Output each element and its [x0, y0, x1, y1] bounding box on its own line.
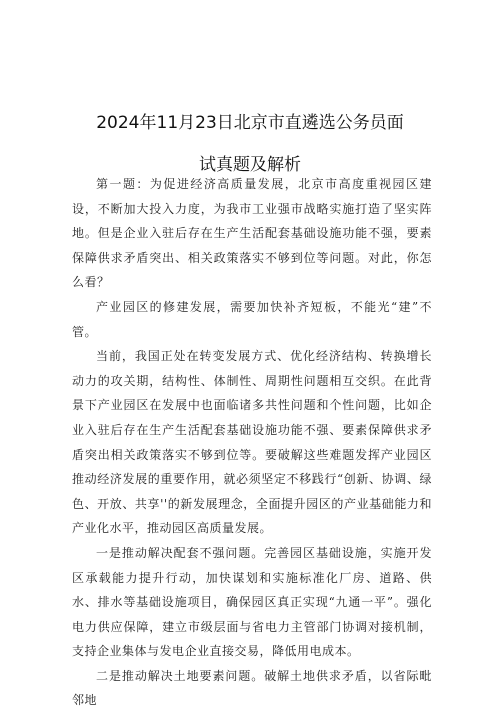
paragraph-point-one: 一是推动解决配套不强问题。完善园区基础设施，实施开发区承载能力提升行动，加快谋划和实施标准化厂房、道路、供水、排水等基础设施项目，确保园区真正实现“九通一平”。强化电力供应保障，建立市级层面与省电力主管部门协调对接机制，支持企业集体与发电企业直接交易，降低用电成本。 — [72, 545, 432, 659]
paragraph-background: 当前，我国正处在转变发展方式、优化经济结构、转换增长动力的攻关期，结构性、体制性、周期性问题相互交织。在此背景下产业园区在发展中也面临诸多共性问题和个性问题，比如企业入驻后存在生产生活配套基础设施功能不强、要素保障供求矛盾突出相关政策落实不够到位等。要破解这些难题发挥产业园区推动经济发展的重要作用，就必须坚定不移践行“创新、协调、绿色、开放、共享''的新发展理念，全面提升园区的产业基础能力和产业化水平，推动园区高质量发展。 — [72, 349, 432, 536]
document-body — [72, 172, 432, 713]
paragraph-question: 第一题：为促进经济高质量发展，北京市高度重视园区建设，不断加大投入力度，为我市工业强市战略实施打造了坚实阵地。但是企业入驻后存在生产生活配套基础设施功能不强，要素保障供求矛盾突出、相关政策落实不够到位等问题。对此，你怎么看？ — [72, 177, 432, 290]
paragraph-point-two: 二是推动解决土地要素问题。破解土地供求矛盾，以省际毗邻地 — [72, 668, 432, 708]
document-title-line-2: 试真题及解析 — [199, 155, 301, 175]
document-title-line-1: 2024年11月23日北京市直遴选公务员面 — [96, 113, 404, 133]
paragraph-thesis: 产业园区的修建发展，需要加快补齐短板，不能光“建”不管。 — [72, 299, 432, 339]
